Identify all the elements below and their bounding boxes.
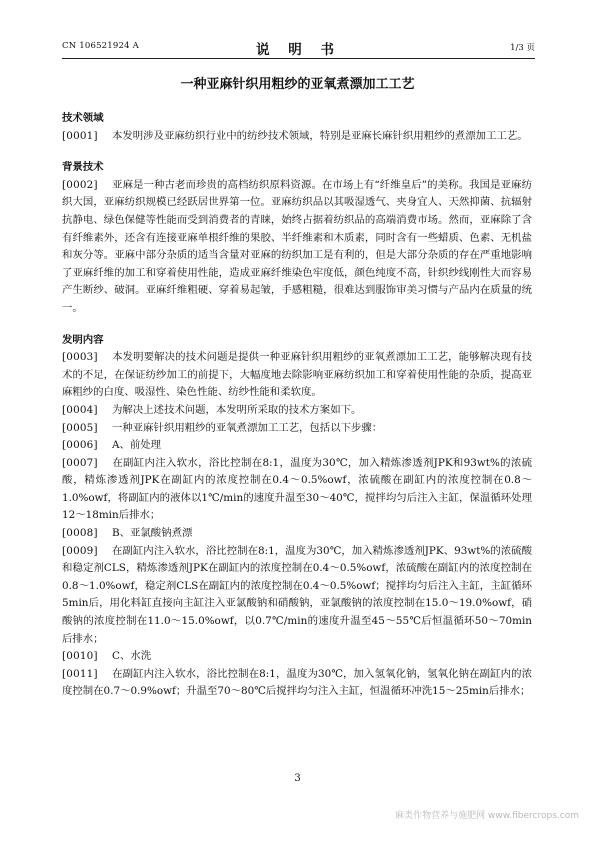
section-heading-background: 背景技术 <box>62 161 104 174</box>
paragraph <box>62 420 532 438</box>
section-heading-tech-field: 技术领域 <box>62 112 104 124</box>
watermark: 麻类作物营养与施肥网 www.fibercrops.com <box>395 811 579 821</box>
paragraph-number: [0010] <box>62 650 98 663</box>
page-number: 3 <box>294 773 301 784</box>
paragraph-number: [0002] <box>62 178 98 191</box>
paragraph-text: B、亚氯酸钠煮漂 <box>112 527 193 540</box>
paragraph <box>62 648 532 666</box>
paragraph-number: [0009] <box>62 544 98 557</box>
page-header <box>62 38 535 56</box>
paragraph <box>62 349 532 402</box>
paragraph-number: [0011] <box>62 667 98 680</box>
paragraph-text: C、水洗 <box>112 650 152 663</box>
paragraph <box>62 128 532 146</box>
paragraph-number: [0006] <box>62 439 98 452</box>
paragraph <box>62 402 532 420</box>
section-heading-content: 发明内容 <box>62 333 104 346</box>
header-title: 说 明 书 <box>256 42 341 58</box>
paragraph-number: [0003] <box>62 351 98 364</box>
paragraph-text: 为解决上述技术问题，本发明所采取的技术方案如下。 <box>112 403 362 416</box>
paragraph-text: 在副缸内注入软水，浴比控制在8:1，温度为30℃，加入精炼渗透剂JPK、93wt%的浓硫酸和稳定剂CLS，精炼渗透剂JPK在副缸内的浓度控制在0.4～0.5%owf，浓硫酸在副缸内的浓度控制在0.8～1.0%owf，稳定剂CLS在副缸内的浓度控制在0.4～0.5%owf；搅拌均匀后注入主缸，主缸循环5min后，用化料缸直接向主缸注入亚氯酸钠和硝酸钠，亚氯酸钠的浓度控制在15.0～19.0%owf，硝酸钠的浓度控制在11.0～15.0%owf，以0.7℃/min的速度升温至45～55℃后恒温循环50～70min后排水； <box>62 544 532 645</box>
paragraph <box>62 543 532 649</box>
paragraph <box>62 177 532 318</box>
paragraph-text: 一种亚麻针织用粗纱的亚氧煮漂加工工艺，包括以下步骤： <box>112 421 383 434</box>
paragraph <box>62 525 532 543</box>
header-divider <box>62 58 535 59</box>
document-title: 一种亚麻针织用粗纱的亚氧煮漂加工工艺 <box>180 77 415 92</box>
doc-number: CN 106521924 A <box>62 41 139 51</box>
page-indicator: 1/3 页 <box>510 43 535 53</box>
paragraph-text: 本发明涉及亚麻纺织行业中的纺纱技术领域，特别是亚麻长麻针织用粗纱的煮漂加工工艺。 <box>112 129 528 142</box>
document-body <box>62 110 532 701</box>
paragraph <box>62 666 532 701</box>
paragraph-text: 本发明要解决的技术问题是提供一种亚麻针织用粗纱的亚氧煮漂加工工艺，能够解决现有技术的不足，在保证纺纱加工的前提下，大幅度地去除影响亚麻纺织加工和穿着使用性能的杂质，提高亚麻粗纱的白度、吸湿性、染色性能、纺纱性能和柔软度。 <box>62 351 532 399</box>
paragraph-number: [0004] <box>62 403 98 416</box>
paragraph-text: 在副缸内注入软水，浴比控制在8:1，温度为30℃，加入精炼渗透剂JPK和93wt%的浓硫酸，精炼渗透剂JPK在副缸内的浓度控制在0.4～0.5%owf，浓硫酸在副缸内的浓度控制在0.8～1.0%owf，将副缸内的液体以1℃/min的速度升温至30～40℃，搅拌均匀后注入主缸，保温循环处理12～18min后排水； <box>62 456 532 522</box>
paragraph-number: [0005] <box>62 421 98 434</box>
paragraph-number: [0008] <box>62 527 98 540</box>
paragraph-text: 亚麻是一种古老而珍贵的高档纺织原料资源。在市场上有“纤维皇后”的美称。我国是亚麻纺织大国，亚麻纺织规模已经跃居世界第一位。亚麻纺织品以其吸湿透气、夹身宜人、天然抑菌、抗辐射抗静电、绿色保健等性能而受到消费者的青睐，始终占据着纺织品的高端消费市场。然而，亚麻除了含有纤维素外，还含有连接亚麻单根纤维的果胶、半纤维素和木质素，同时含有一些蜡质、色素、无机盐和灰分等。亚麻中部分杂质的适当含量对亚麻的纺织加工是有利的，但是大部分杂质的存在严重地影响了亚麻纤维的加工和穿着使用性能，造成亚麻纤维染色牢度低，颜色纯度不高，针织纱线刚性大而容易产生断纱、破洞。亚麻纤维粗硬、穿着易起皱，手感粗糙，很难达到服饰审美习惯与产品内在质量的统一。 <box>62 178 532 314</box>
paragraph <box>62 455 532 525</box>
paragraph <box>62 437 532 455</box>
paragraph-text: 在副缸内注入软水，浴比控制在8:1，温度为30℃，加入氢氧化钠，氢氧化钠在副缸内的浓度控制在0.7～0.9%owf；升温至70～80℃后搅拌均匀注入主缸，恒温循环冲洗15～25min后排水； <box>62 667 532 698</box>
paragraph-number: [0001] <box>62 129 98 142</box>
paragraph-number: [0007] <box>62 456 98 469</box>
paragraph-text: A、前处理 <box>112 439 162 452</box>
